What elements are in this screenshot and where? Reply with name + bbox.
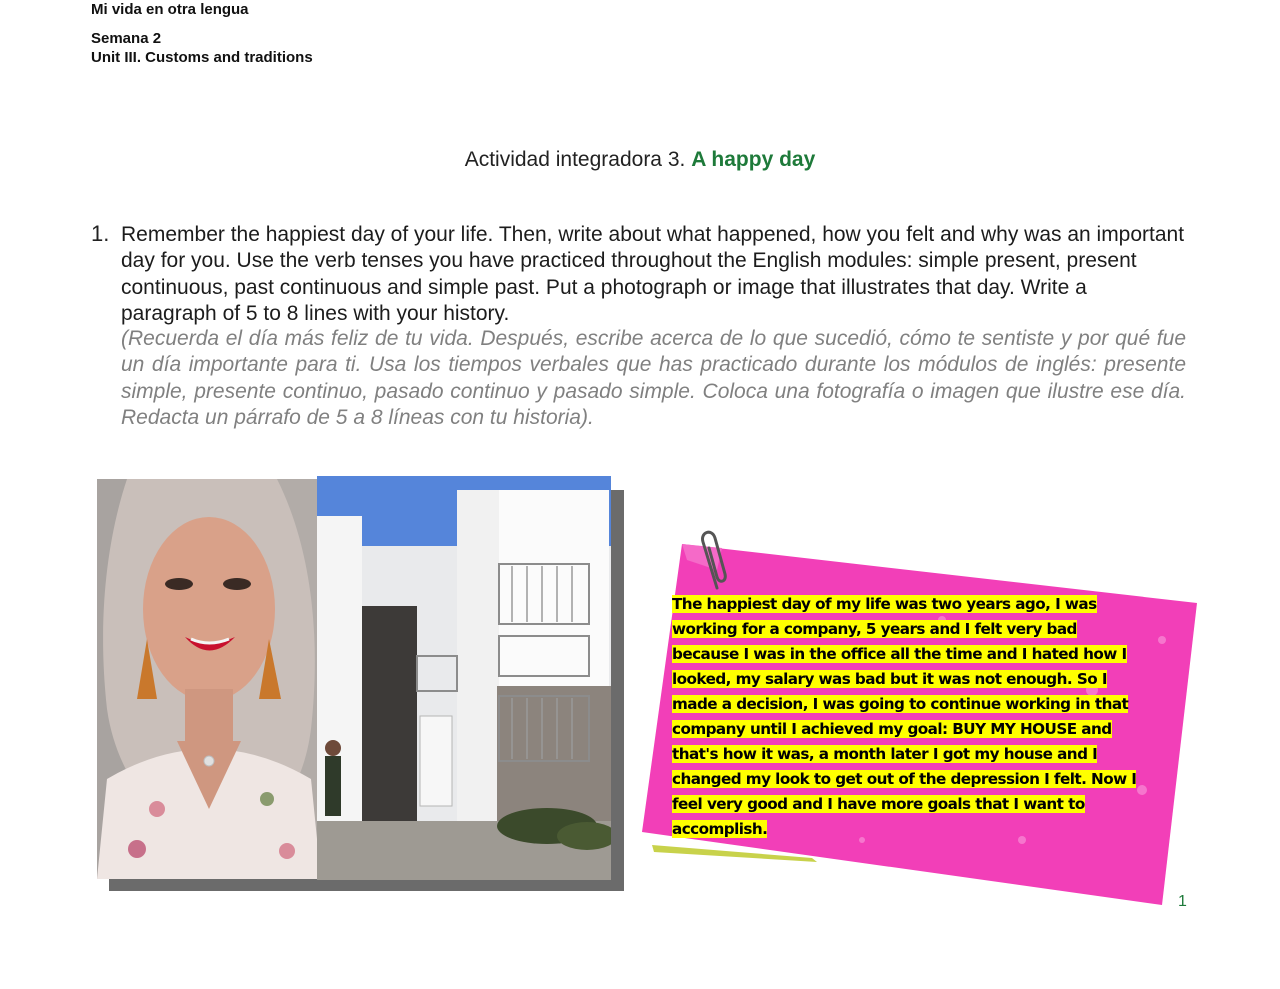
- paperclip-icon: [697, 528, 731, 592]
- question-number: 1.: [91, 221, 110, 246]
- instructions-spanish: (Recuerda el día más feliz de tu vida. Después, escribe acerca de lo que sucedió, cómo te sentiste y por qué fue un día importante para ti. Usa los tiempos verbales que has practicado durante los módulos de inglés: presente simple, presente continuo, pasado continuo y pasado simple. Coloca una fotografía o imagen que ilustre ese día. Redacta un párrafo de 5 a 8 líneas con tu historia).: [121, 327, 1186, 429]
- happy-day-story: [672, 592, 1142, 842]
- activity-title: [0, 148, 1280, 172]
- portrait-photo: [97, 479, 321, 879]
- page-number: 1: [1178, 893, 1187, 910]
- house-photo: [317, 476, 611, 880]
- unit-label: Unit III. Customs and traditions: [91, 49, 313, 66]
- story-text: The happiest day of my life was two years ago, I was working for a company, 5 years and I felt very bad because I was in the office all the time and I hated how I looked, my salary was bad but it was not enough. So I made a decision, I was going to continue working in that company until I achieved my goal: BUY MY HOUSE and that's how it was, a month later I got my house and I changed my look to get out of the depression I felt. Now I feel very good and I have more goals that I want to accomplish.: [672, 595, 1137, 838]
- activity-title-highlight: A happy day: [691, 148, 816, 171]
- instructions-english: Remember the happiest day of your life. Then, write about what happened, how you felt and why was an important day for you. Use the verb tenses you have practiced throughout the English modules: simple present, present continuous, past continuous and simple past. Put a photograph or image that illustrates that day. Write a paragraph of 5 to 8 lines with your history.: [121, 223, 1185, 325]
- activity-title-prefix: Actividad integradora 3.: [464, 148, 686, 171]
- week-label: Semana 2: [91, 30, 162, 47]
- course-title: Mi vida en otra lengua: [91, 1, 249, 18]
